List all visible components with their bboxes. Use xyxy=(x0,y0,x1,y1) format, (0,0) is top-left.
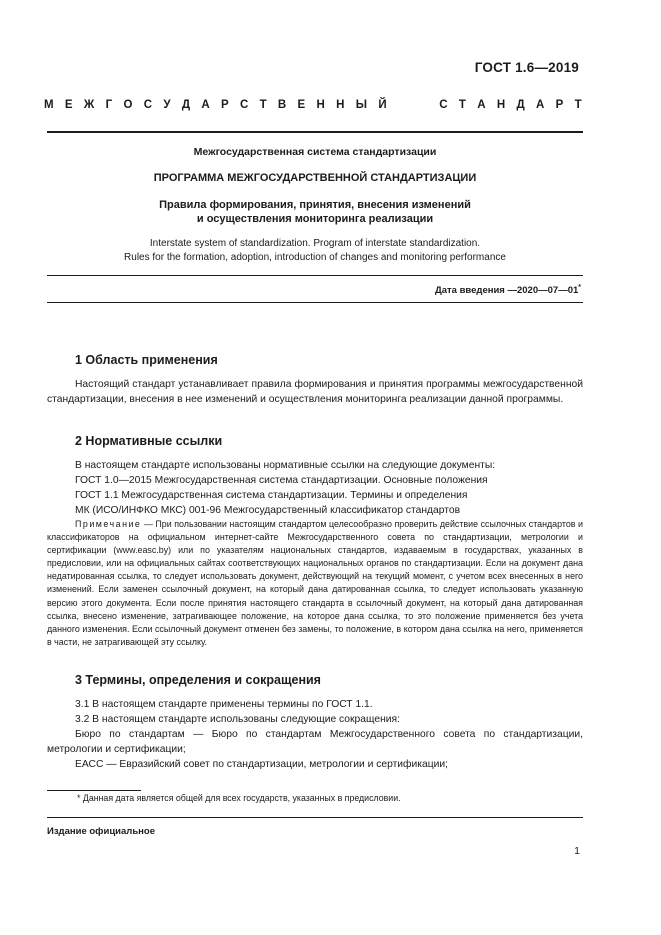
banner-letter: Г xyxy=(105,99,113,111)
section-heading-scope: 1 Область применения xyxy=(75,353,218,367)
banner-letter: А xyxy=(477,99,486,111)
terms-paragraph: 3.1 В настоящем стандарте применены термины по ГОСТ 1.1. xyxy=(75,699,373,710)
references-note xyxy=(47,518,583,649)
note-text: — При пользовании настоящим стандартом целесообразно проверить действие ссылочных стандартов и классификаторов на официальном интернет-сайте Межгосударственного совета по стандартизации, метрологии и сертификации (www.easc.by) или по указателям национальных стандартов, издаваемым в государствах, указанных в предисловии, или на официальных сайтах соответствующих национальных органов по стандартизации. Если на документ дана недатированная ссылка, то следует использовать документ, действующий на текущий момент, с учетом всех внесенных в него изменений. Если заменен ссылочный документ, на который дана датированная ссылка, то следует использовать указанную версию этого документа. Если после принятия настоящего стандарта в ссылочный документ, на который дана датированная ссылка, внесено изменение, затрагивающее положение, на которое дана ссылка, то это положение применяется без учета данного изменения. Если ссылочный документ отменен без замены, то положение, в котором дана ссылка на него, применяется в части, не затрагивающей эту ссылку. xyxy=(47,519,583,647)
document-title: ПРОГРАММА МЕЖГОСУДАРСТВЕННОЙ СТАНДАРТИЗАЦИИ xyxy=(153,172,477,184)
banner-letter: Н xyxy=(496,99,506,111)
banner-letter: С xyxy=(239,99,249,111)
banner-letter: Н xyxy=(336,99,345,111)
document-code: ГОСТ 1.6—2019 xyxy=(474,60,579,75)
banner-letter: А xyxy=(201,99,210,111)
effective-date xyxy=(435,284,581,296)
scope-paragraph: Настоящий стандарт устанавливает правила формирования и принятия программы межгосударственной стандартизации, внесения в нее изменений и осуществления мониторинга реализации данной программы. xyxy=(47,379,583,405)
banner-letter: В xyxy=(277,99,287,111)
effective-date-text: Дата введения —2020—07—01 xyxy=(434,285,579,297)
english-title-line: Interstate system of standardization. Program of interstate standardization. xyxy=(149,238,481,249)
footnote-mark: * xyxy=(578,284,581,291)
page-number: 1 xyxy=(574,845,580,857)
part-title-line: и осуществления мониторинга реализации xyxy=(196,213,434,225)
abbreviation-item: Бюро по стандартам — Бюро по стандартам Межгосударственного совета по стандартизации, метрологии и сертификации; xyxy=(47,729,583,755)
banner-letter: М xyxy=(44,99,54,111)
footnote-separator xyxy=(47,790,141,791)
banner-letter: Т xyxy=(458,99,466,111)
reference-item: МК (ИСО/ИНФКО МКС) 001-96 Межгосударственный классификатор стандартов xyxy=(75,505,461,516)
banner-letter: О xyxy=(123,99,133,111)
banner-letter: Н xyxy=(316,99,325,111)
date-divider xyxy=(47,302,583,303)
system-subtitle: Межгосударственная система стандартизации xyxy=(193,146,437,158)
banner-letter: У xyxy=(163,99,171,111)
section-heading-references: 2 Нормативные ссылки xyxy=(75,434,223,448)
section-heading-terms: 3 Термины, определения и сокращения xyxy=(75,673,321,687)
banner-letter: Д xyxy=(181,99,191,111)
terms-paragraph: 3.2 В настоящем стандарте использованы следующие сокращения: xyxy=(75,714,400,725)
banner-letter: Д xyxy=(516,99,525,111)
footer-divider xyxy=(47,817,583,818)
banner-letter: Й xyxy=(378,99,387,111)
footnote-text: * Данная дата является общей для всех государств, указанных в предисловии. xyxy=(77,793,401,803)
note-label: Примечание xyxy=(75,519,142,529)
reference-item: ГОСТ 1.0—2015 Межгосударственная система стандартизации. Основные положения xyxy=(75,475,488,486)
references-list xyxy=(47,458,583,518)
banner-letter: Т xyxy=(259,99,267,111)
english-title xyxy=(47,237,583,265)
banner-letter: А xyxy=(535,99,545,111)
title-divider xyxy=(47,275,583,276)
english-title-line: Rules for the formation, adoption, introduction of changes and monitoring performance xyxy=(124,252,506,263)
banner-letter: Е xyxy=(64,99,73,111)
banner-letter: С xyxy=(143,99,153,111)
references-intro: В настоящем стандарте использованы нормативные ссылки на следующие документы: xyxy=(75,460,496,471)
header-divider xyxy=(47,131,583,133)
banner-letter: Ж xyxy=(83,99,95,111)
reference-item: ГОСТ 1.1 Межгосударственная система стандартизации. Термины и определения xyxy=(75,490,468,501)
part-title-line: Правила формирования, принятия, внесения изменений xyxy=(159,199,471,211)
document-part-title xyxy=(47,198,583,226)
banner-letter: С xyxy=(439,99,448,111)
banner-letter: Ы xyxy=(355,99,368,111)
terms-content xyxy=(47,697,583,772)
banner-letter: Е xyxy=(297,99,306,111)
banner-letter: Т xyxy=(574,99,582,111)
abbreviation-item: ЕАСС — Евразийский совет по стандартизации, метрологии и сертификации; xyxy=(75,759,449,770)
banner-letter: Р xyxy=(220,99,229,111)
standard-type-banner xyxy=(44,99,582,111)
banner-gap xyxy=(398,99,428,111)
banner-letter: Р xyxy=(555,99,564,111)
official-edition-label: Издание официальное xyxy=(47,826,155,837)
